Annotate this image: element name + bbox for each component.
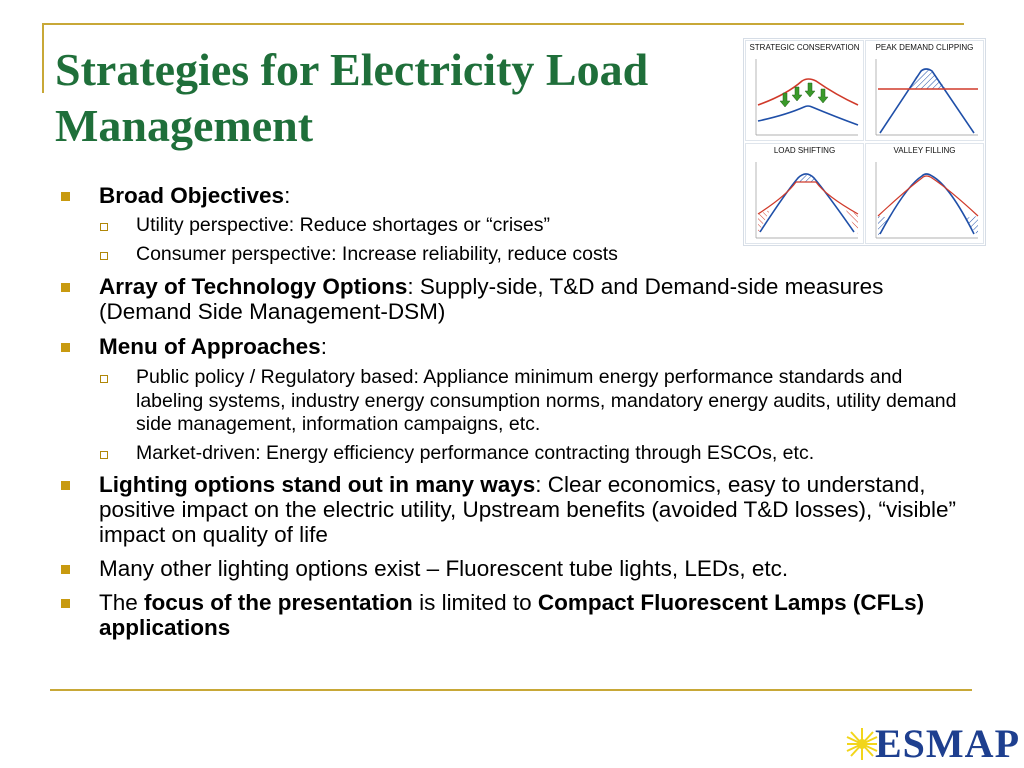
bullet-bold: Compact Fluorescent Lamps (CFLs) applications <box>99 590 925 640</box>
square-bullet-icon <box>61 343 70 352</box>
panel-peak-clipping <box>865 40 984 141</box>
bullet-text: : <box>320 334 327 359</box>
hollow-square-bullet-icon <box>100 451 108 459</box>
panel-title: PEAK DEMAND CLIPPING <box>875 43 974 52</box>
panel-title: LOAD SHIFTING <box>773 146 836 155</box>
top-rule <box>42 23 964 25</box>
hollow-square-bullet-icon <box>100 375 108 383</box>
bullet-bold: Lighting options stand out in many ways <box>99 472 536 497</box>
sub-bullet-text: Utility perspective: Reduce shortages or “crises” <box>136 214 550 236</box>
bullet-text: : Clear economics, easy to understand, positive impact on the electric utility, Upstream benefits (avoided T&D losses), “visible” impact on quality of life <box>99 472 956 547</box>
title-line-1: Strategies for Electricity Load <box>55 44 649 95</box>
logo-text: ESMAP <box>875 721 1020 766</box>
square-bullet-icon <box>61 283 70 292</box>
left-rule <box>42 23 44 93</box>
bullet-bold: Broad Objectives <box>99 183 285 208</box>
panel-strategic-conservation <box>745 40 864 141</box>
hollow-square-bullet-icon <box>100 252 108 260</box>
square-bullet-icon <box>61 565 70 574</box>
bullet-focus <box>60 590 960 640</box>
bullet-text: is limited to <box>412 590 538 615</box>
square-bullet-icon <box>61 599 70 608</box>
strategic-conservation-chart-icon <box>746 53 863 139</box>
sub-bullet-public-policy <box>60 366 960 437</box>
bullet-other-lighting <box>60 556 960 581</box>
panel-title: VALLEY FILLING <box>893 146 956 155</box>
bullet-technology-options <box>60 274 960 324</box>
bullet-text: : <box>284 183 291 208</box>
sub-bullet-text: Market-driven: Energy efficiency performance contracting through ESCOs, etc. <box>136 441 815 464</box>
sub-bullet-market-driven <box>60 442 960 466</box>
sub-bullet-text: Consumer perspective: Increase reliability, reduce costs <box>136 243 618 265</box>
peak-clipping-chart-icon <box>866 53 983 139</box>
square-bullet-icon <box>61 481 70 490</box>
bullet-broad-objectives <box>60 183 960 208</box>
bullet-list <box>60 183 960 640</box>
bottom-rule <box>50 689 972 691</box>
square-bullet-icon <box>61 192 70 201</box>
esmap-logo <box>845 721 1020 766</box>
sub-bullet-utility <box>60 214 960 236</box>
sub-bullet-consumer <box>60 243 960 265</box>
sub-bullet-text: Public policy / Regulatory based: Appliance minimum energy performance standards and labeling systems, industry energy consumption norms, mandatory energy audits, utility demand side management, information campaigns, etc. <box>136 366 957 435</box>
bullet-text: Many other lighting options exist – Fluorescent tube lights, LEDs, etc. <box>99 556 789 581</box>
bullet-text: The <box>99 590 145 615</box>
hollow-square-bullet-icon <box>100 223 108 231</box>
bullet-bold: Array of Technology Options <box>99 274 408 299</box>
bullet-menu-of-approaches <box>60 334 960 359</box>
bullet-bold: Menu of Approaches <box>99 334 321 359</box>
bullet-lighting-options <box>60 472 960 547</box>
bullet-bold: focus of the presentation <box>144 590 413 615</box>
title-line-2: Management <box>55 100 314 151</box>
panel-title: STRATEGIC CONSERVATION <box>749 43 860 52</box>
slide-title <box>55 42 755 154</box>
sun-burst-icon <box>845 724 879 764</box>
bullet-text: : Supply-side, T&D and Demand-side measures (Demand Side Management-DSM) <box>99 274 884 324</box>
